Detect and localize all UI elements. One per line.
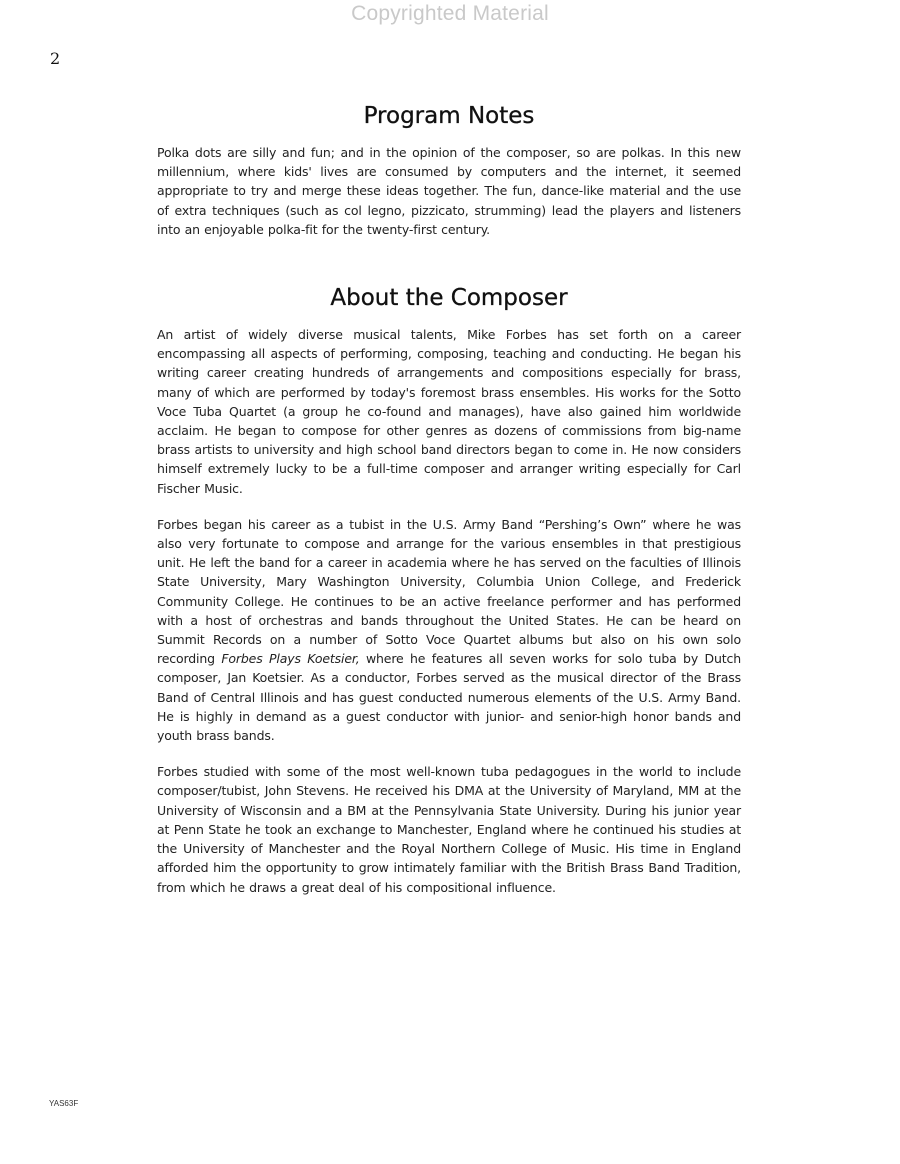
about-composer-paragraph-2 bbox=[157, 515, 741, 745]
program-notes-paragraph: Polka dots are silly and fun; and in the opinion of the composer, so are polkas. In this new millennium, where kids' lives are consumed by computers and the internet, it seemed appropriate to try and merge these ideas together. The fun, dance-like material and the use of extra techniques (such as col legno, pizzicato, strumming) lead the players and listeners into an enjoyable polka-fit for the twenty-first century. bbox=[157, 145, 741, 237]
page-number: 2 bbox=[50, 49, 61, 68]
page-content bbox=[157, 103, 741, 914]
album-title: Forbes Plays Koetsier, bbox=[221, 651, 360, 667]
about-composer-paragraph-3: Forbes studied with some of the most well-known tuba pedagogues in the world to include composer/tubist, John Stevens. He received his DMA at the University of Maryland, MM at the University of Wisconsin and a BM at the Pennsylvania State University. During his junior year at Penn State he took an exchange to Manchester, England where he continued his studies at the University of Manchester and the Royal Northern College of Music. His time in England afforded him the opportunity to grow intimately familiar with the British Brass Band Tradition, from which he draws a great deal of his compositional influence. bbox=[157, 764, 741, 895]
about-composer-paragraph-1: An artist of widely diverse musical talents, Mike Forbes has set forth on a career encompassing all aspects of performing, composing, teaching and conducting. He began his writing career creating hundreds of arrangements and compositions especially for brass, many of which are performed by today's foremost brass ensembles. His works for the Sotto Voce Tuba Quartet (a group he co-found and manages), have also gained him worldwide acclaim. He began to compose for other genres as dozens of commissions from big-name brass artists to university and high school band directors began to come in. He now considers himself extremely lucky to be a full-time composer and arranger writing especially for Carl Fischer Music. bbox=[157, 327, 741, 496]
program-notes-heading: Program Notes bbox=[363, 103, 535, 129]
paragraph-2-text-end: where he features all seven works for solo tuba by Dutch composer, Jan Koetsier. As a conductor, Forbes served as the musical director of the Brass Band of Central Illinois and has guest conducted numerous elements of the U.S. Army Band. He is highly in demand as a guest conductor with junior- and senior-high honor bands and youth brass bands. bbox=[157, 651, 741, 744]
catalog-code: YAS63F bbox=[49, 1099, 79, 1108]
paragraph-2-text-start: Forbes began his career as a tubist in the U.S. Army Band “Pershing’s Own” where he was also very fortunate to compose and arrange for the various ensembles in that prestigious unit. He left the band for a career in academia where he has served on the faculties of Illinois State University, Mary Washington University, Columbia Union College, and Frederick Community College. He continues to be an active freelance performer and has performed with a host of orchestras and bands throughout the United States. He can be heard on Summit Records on a number of Sotto Voce Quartet albums but also on his own solo recording bbox=[157, 516, 741, 667]
about-composer-heading: About the Composer bbox=[330, 285, 568, 312]
copyright-watermark: Copyrighted Material bbox=[351, 2, 549, 25]
